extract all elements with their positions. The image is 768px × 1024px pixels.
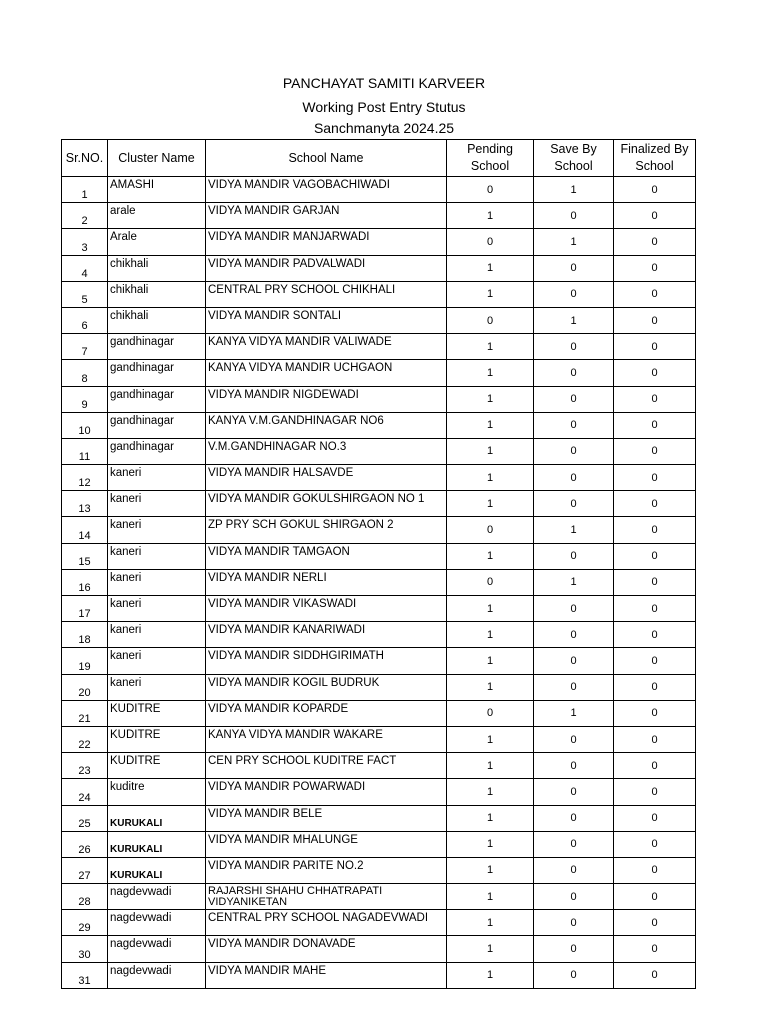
cell-sr: 18 (62, 622, 108, 648)
table-row (62, 674, 696, 700)
cell-finalized: 0 (614, 622, 696, 648)
cell-cluster: AMASHI (108, 177, 206, 203)
cell-cluster: kaneri (108, 648, 206, 674)
cell-finalized: 0 (614, 386, 696, 412)
table-row (62, 177, 696, 203)
cell-sr: 3 (62, 229, 108, 255)
cell-save: 0 (534, 334, 614, 360)
table-row (62, 281, 696, 307)
table-row (62, 255, 696, 281)
cell-finalized: 0 (614, 334, 696, 360)
cell-finalized: 0 (614, 517, 696, 543)
col-header-save: Save By School (534, 140, 614, 177)
cell-save: 1 (534, 569, 614, 595)
cell-finalized: 0 (614, 910, 696, 936)
cell-finalized: 0 (614, 596, 696, 622)
cell-school: VIDYA MANDIR VIKASWADI (206, 596, 447, 622)
table-row (62, 753, 696, 779)
cell-pending: 1 (447, 622, 534, 648)
cell-cluster: nagdevwadi (108, 962, 206, 988)
table-row (62, 596, 696, 622)
table-row (62, 307, 696, 333)
cell-finalized: 0 (614, 831, 696, 857)
cell-cluster: kaneri (108, 569, 206, 595)
col-header-cluster: Cluster Name (108, 140, 206, 177)
cell-finalized: 0 (614, 491, 696, 517)
report-subtitle: Working Post Entry Stutus (302, 99, 466, 115)
cell-pending: 1 (447, 779, 534, 805)
cell-pending: 0 (447, 307, 534, 333)
cell-cluster: kaneri (108, 596, 206, 622)
cell-sr: 10 (62, 412, 108, 438)
cell-finalized: 0 (614, 962, 696, 988)
cell-save: 1 (534, 517, 614, 543)
report-title: PANCHAYAT SAMITI KARVEER (282, 75, 486, 91)
cell-finalized: 0 (614, 753, 696, 779)
cell-cluster: kaneri (108, 517, 206, 543)
cell-school: VIDYA MANDIR GARJAN (206, 203, 447, 229)
cell-sr: 19 (62, 648, 108, 674)
cell-sr: 30 (62, 936, 108, 962)
cell-cluster: gandhinagar (108, 438, 206, 464)
table-row (62, 622, 696, 648)
cell-school: VIDYA MANDIR SONTALI (206, 307, 447, 333)
cell-pending: 1 (447, 334, 534, 360)
cell-save: 0 (534, 726, 614, 752)
table-row (62, 648, 696, 674)
cell-cluster: chikhali (108, 307, 206, 333)
cell-school: VIDYA MANDIR KANARIWADI (206, 622, 447, 648)
cell-save: 0 (534, 438, 614, 464)
cell-finalized: 0 (614, 779, 696, 805)
cell-finalized: 0 (614, 438, 696, 464)
cell-school: VIDYA MANDIR NIGDEWADI (206, 386, 447, 412)
cell-finalized: 0 (614, 884, 696, 910)
cell-cluster: KUDITRE (108, 700, 206, 726)
cell-pending: 1 (447, 910, 534, 936)
cell-school: VIDYA MANDIR SIDDHGIRIMATH (206, 648, 447, 674)
table-row (62, 491, 696, 517)
cell-cluster: arale (108, 203, 206, 229)
cell-sr: 20 (62, 674, 108, 700)
cell-save: 0 (534, 648, 614, 674)
cell-finalized: 0 (614, 203, 696, 229)
cell-cluster: kaneri (108, 491, 206, 517)
cell-pending: 0 (447, 177, 534, 203)
cell-school: VIDYA MANDIR PADVALWADI (206, 255, 447, 281)
cell-save: 0 (534, 936, 614, 962)
cell-cluster: chikhali (108, 281, 206, 307)
table-body (62, 177, 696, 989)
cell-school: VIDYA MANDIR DONAVADE (206, 936, 447, 962)
cell-save: 1 (534, 700, 614, 726)
cell-pending: 0 (447, 700, 534, 726)
cell-school: VIDYA MANDIR BELE (206, 805, 447, 831)
cell-cluster: kaneri (108, 622, 206, 648)
col-header-finalized: Finalized By School (614, 140, 696, 177)
cell-school: KANYA VIDYA MANDIR UCHGAON (206, 360, 447, 386)
cell-pending: 1 (447, 465, 534, 491)
cell-sr: 24 (62, 779, 108, 805)
cell-sr: 17 (62, 596, 108, 622)
cell-sr: 22 (62, 726, 108, 752)
table-row (62, 517, 696, 543)
school-status-table (61, 139, 696, 989)
cell-sr: 21 (62, 700, 108, 726)
cell-finalized: 0 (614, 229, 696, 255)
cell-save: 0 (534, 857, 614, 883)
cell-save: 0 (534, 884, 614, 910)
cell-cluster: kaneri (108, 465, 206, 491)
cell-pending: 1 (447, 596, 534, 622)
cell-school: VIDYA MANDIR HALSAVDE (206, 465, 447, 491)
cell-cluster: KURUKALI (108, 805, 206, 831)
table-row (62, 805, 696, 831)
cell-save: 1 (534, 229, 614, 255)
cell-pending: 1 (447, 543, 534, 569)
table-row (62, 779, 696, 805)
cell-pending: 1 (447, 857, 534, 883)
cell-school: VIDYA MANDIR KOPARDE (206, 700, 447, 726)
cell-finalized: 0 (614, 857, 696, 883)
cell-finalized: 0 (614, 805, 696, 831)
cell-finalized: 0 (614, 726, 696, 752)
cell-cluster: KUDITRE (108, 726, 206, 752)
table-row (62, 229, 696, 255)
cell-sr: 15 (62, 543, 108, 569)
cell-finalized: 0 (614, 543, 696, 569)
cell-sr: 5 (62, 281, 108, 307)
cell-finalized: 0 (614, 936, 696, 962)
cell-save: 0 (534, 543, 614, 569)
cell-cluster: Arale (108, 229, 206, 255)
cell-sr: 27 (62, 857, 108, 883)
cell-pending: 1 (447, 412, 534, 438)
cell-save: 1 (534, 307, 614, 333)
cell-sr: 29 (62, 910, 108, 936)
table-row (62, 543, 696, 569)
cell-school: VIDYA MANDIR PARITE NO.2 (206, 857, 447, 883)
table-row (62, 884, 696, 910)
table-row (62, 857, 696, 883)
cell-save: 0 (534, 386, 614, 412)
cell-pending: 0 (447, 517, 534, 543)
cell-sr: 31 (62, 962, 108, 988)
cell-pending: 0 (447, 229, 534, 255)
cell-cluster: kaneri (108, 543, 206, 569)
cell-pending: 1 (447, 962, 534, 988)
cell-sr: 28 (62, 884, 108, 910)
cell-pending: 1 (447, 281, 534, 307)
cell-pending: 1 (447, 648, 534, 674)
cell-school: VIDYA MANDIR GOKULSHIRGAON NO 1 (206, 491, 447, 517)
cell-sr: 1 (62, 177, 108, 203)
col-header-school: School Name (206, 140, 447, 177)
cell-sr: 25 (62, 805, 108, 831)
cell-save: 0 (534, 779, 614, 805)
cell-save: 0 (534, 203, 614, 229)
cell-save: 0 (534, 491, 614, 517)
table-row (62, 962, 696, 988)
cell-finalized: 0 (614, 648, 696, 674)
table-row (62, 936, 696, 962)
table-row (62, 569, 696, 595)
cell-save: 1 (534, 177, 614, 203)
cell-cluster: KURUKALI (108, 857, 206, 883)
cell-school: VIDYA MANDIR VAGOBACHIWADI (206, 177, 447, 203)
cell-save: 0 (534, 465, 614, 491)
cell-cluster: KURUKALI (108, 831, 206, 857)
cell-cluster: chikhali (108, 255, 206, 281)
cell-school: VIDYA MANDIR NERLI (206, 569, 447, 595)
cell-sr: 12 (62, 465, 108, 491)
cell-sr: 2 (62, 203, 108, 229)
cell-pending: 1 (447, 674, 534, 700)
cell-sr: 23 (62, 753, 108, 779)
cell-save: 0 (534, 255, 614, 281)
table-row (62, 465, 696, 491)
cell-save: 0 (534, 910, 614, 936)
cell-finalized: 0 (614, 674, 696, 700)
cell-save: 0 (534, 805, 614, 831)
cell-cluster: gandhinagar (108, 334, 206, 360)
cell-pending: 1 (447, 360, 534, 386)
cell-save: 0 (534, 281, 614, 307)
cell-school: VIDYA MANDIR MANJARWADI (206, 229, 447, 255)
cell-pending: 1 (447, 884, 534, 910)
cell-finalized: 0 (614, 281, 696, 307)
cell-save: 0 (534, 674, 614, 700)
cell-school: KANYA VIDYA MANDIR WAKARE (206, 726, 447, 752)
cell-pending: 1 (447, 203, 534, 229)
cell-cluster: nagdevwadi (108, 884, 206, 910)
cell-sr: 4 (62, 255, 108, 281)
cell-school: VIDYA MANDIR KOGIL BUDRUK (206, 674, 447, 700)
cell-pending: 1 (447, 936, 534, 962)
cell-school: CENTRAL PRY SCHOOL NAGADEVWADI (206, 910, 447, 936)
cell-finalized: 0 (614, 307, 696, 333)
cell-pending: 1 (447, 831, 534, 857)
cell-save: 0 (534, 753, 614, 779)
cell-school: KANYA VIDYA MANDIR VALIWADE (206, 334, 447, 360)
col-header-pending: Pending School (447, 140, 534, 177)
col-header-sr: Sr.NO. (62, 140, 108, 177)
report-year: Sanchmanyta 2024.25 (313, 120, 455, 136)
cell-finalized: 0 (614, 412, 696, 438)
table-row (62, 203, 696, 229)
cell-pending: 1 (447, 255, 534, 281)
cell-pending: 1 (447, 438, 534, 464)
cell-finalized: 0 (614, 255, 696, 281)
cell-cluster: kaneri (108, 674, 206, 700)
table-row (62, 386, 696, 412)
cell-sr: 16 (62, 569, 108, 595)
cell-finalized: 0 (614, 177, 696, 203)
cell-cluster: gandhinagar (108, 386, 206, 412)
cell-sr: 26 (62, 831, 108, 857)
cell-pending: 1 (447, 726, 534, 752)
cell-pending: 1 (447, 386, 534, 412)
table-row (62, 726, 696, 752)
cell-school: RAJARSHI SHAHU CHHATRAPATI VIDYANIKETAN (206, 884, 447, 910)
cell-school: KANYA V.M.GANDHINAGAR NO6 (206, 412, 447, 438)
cell-save: 0 (534, 831, 614, 857)
cell-sr: 9 (62, 386, 108, 412)
cell-school: VIDYA MANDIR TAMGAON (206, 543, 447, 569)
cell-school: V.M.GANDHINAGAR NO.3 (206, 438, 447, 464)
cell-school: ZP PRY SCH GOKUL SHIRGAON 2 (206, 517, 447, 543)
cell-sr: 14 (62, 517, 108, 543)
cell-save: 0 (534, 622, 614, 648)
table-row (62, 831, 696, 857)
cell-cluster: KUDITRE (108, 753, 206, 779)
cell-school: CENTRAL PRY SCHOOL CHIKHALI (206, 281, 447, 307)
cell-save: 0 (534, 596, 614, 622)
table-row (62, 334, 696, 360)
cell-sr: 11 (62, 438, 108, 464)
cell-school: VIDYA MANDIR MAHE (206, 962, 447, 988)
cell-pending: 0 (447, 569, 534, 595)
cell-finalized: 0 (614, 360, 696, 386)
cell-finalized: 0 (614, 465, 696, 491)
cell-pending: 1 (447, 491, 534, 517)
table-row (62, 438, 696, 464)
cell-save: 0 (534, 412, 614, 438)
table-header-row (62, 140, 696, 177)
cell-save: 0 (534, 962, 614, 988)
cell-cluster: gandhinagar (108, 360, 206, 386)
cell-sr: 13 (62, 491, 108, 517)
cell-cluster: nagdevwadi (108, 910, 206, 936)
cell-sr: 8 (62, 360, 108, 386)
cell-cluster: nagdevwadi (108, 936, 206, 962)
cell-finalized: 0 (614, 569, 696, 595)
table-row (62, 700, 696, 726)
cell-sr: 6 (62, 307, 108, 333)
cell-sr: 7 (62, 334, 108, 360)
cell-school: VIDYA MANDIR POWARWADI (206, 779, 447, 805)
table-row (62, 910, 696, 936)
cell-save: 0 (534, 360, 614, 386)
cell-cluster: kuditre (108, 779, 206, 805)
cell-finalized: 0 (614, 700, 696, 726)
cell-school: CEN PRY SCHOOL KUDITRE FACT (206, 753, 447, 779)
cell-school: VIDYA MANDIR MHALUNGE (206, 831, 447, 857)
cell-pending: 1 (447, 805, 534, 831)
table-row (62, 360, 696, 386)
cell-pending: 1 (447, 753, 534, 779)
cell-cluster: gandhinagar (108, 412, 206, 438)
table-row (62, 412, 696, 438)
